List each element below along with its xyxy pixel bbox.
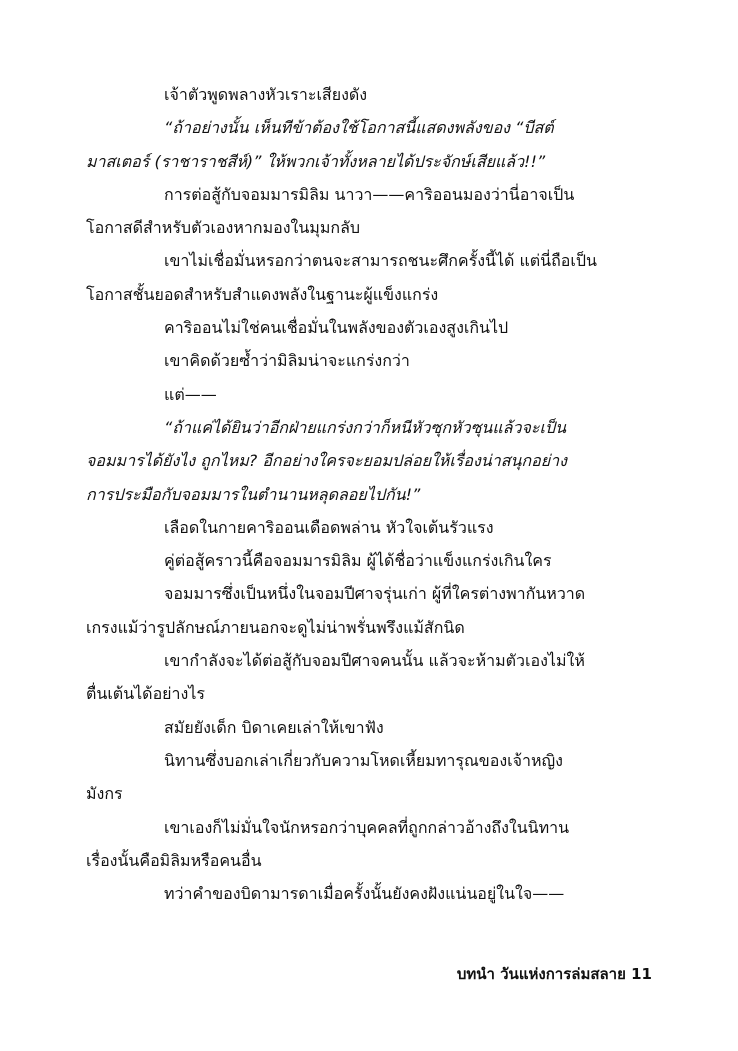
paragraph-line: ตื่นเต้นได้อย่างไร — [86, 684, 205, 704]
paragraph-line: นิทานซึ่งบอกเล่าเกี่ยวกับความโหดเหี้ยมทารุณของเจ้าหญิง — [164, 750, 563, 770]
paragraph-line: เจ้าตัวพูดพลางหัวเราะเสียงดัง — [164, 85, 368, 104]
paragraph-line: เขาไม่เชื่อมั่นหรอกว่าตนจะสามารถชนะศึกครั้งนี้ได้ แต่นี่ถือเป็น — [164, 251, 597, 271]
paragraph-line: แต่—— — [164, 384, 217, 404]
dialogue-line: การประมือกับจอมมารในตำนานหลุดลอยไปกัน!” — [86, 484, 421, 504]
paragraph-line: การต่อสู้กับจอมมารมิลิม นาวา——คาริออนมองว่านี่อาจเป็น — [164, 184, 575, 204]
paragraph-line: เรื่องนั้นคือมิลิมหรือคนอื่น — [86, 850, 262, 870]
paragraph-line: เขากำลังจะได้ต่อสู้กับจอมปีศาจคนนั้น แล้วจะห้ามตัวเองไม่ให้ — [164, 651, 585, 671]
paragraph-line: คาริออนไม่ใช่คนเชื่อมั่นในพลังของตัวเองสูงเกินไป — [164, 318, 509, 338]
paragraph-line: โอกาสดีสำหรับตัวเองหากมองในมุมกลับ — [86, 218, 361, 238]
paragraph-line: คู่ต่อสู้คราวนี้คือจอมมารมิลิม ผู้ได้ชื่อว่าแข็งแกร่งเกินใคร — [164, 551, 552, 571]
dialogue-line: “ถ้าแค่ได้ยินว่าอีกฝ่ายแกร่งกว่าก็หนีหัวซุกหัวซุนแล้วจะเป็น — [164, 417, 566, 437]
running-footer: บทนำ วันแห่งการล่มสลาย 11 — [456, 965, 652, 983]
dialogue-line: จอมมารได้ยังไง ถูกไหม? อีกอย่างใครจะยอมปล่อยให้เรื่องน่าสนุกอย่าง — [86, 451, 567, 471]
dialogue-line: “ถ้าอย่างนั้น เห็นทีข้าต้องใช้โอกาสนี้แสดงพลังของ “บีสต์ — [164, 118, 554, 138]
paragraph-line: เกรงแม้ว่ารูปลักษณ์ภายนอกจะดูไม่น่าพรั่นพรึงแม้สักนิด — [86, 617, 465, 637]
paragraph-line: มังกร — [86, 784, 123, 804]
paragraph-line: สมัยยังเด็ก บิดาเคยเล่าให้เขาฟัง — [164, 717, 384, 737]
body-text — [86, 78, 652, 910]
paragraph-line: ทว่าคำของบิดามารดาเมื่อครั้งนั้นยังคงฝังแน่นอยู่ในใจ—— — [164, 884, 565, 904]
paragraph-line: จอมมารซึ่งเป็นหนึ่งในจอมปีศาจรุ่นเก่า ผู้ที่ใครต่างพากันหวาด — [164, 584, 586, 604]
paragraph-line: เขาคิดด้วยซ้ำว่ามิลิมน่าจะแกร่งกว่า — [164, 351, 410, 371]
paragraph-line: เขาเองก็ไม่มั่นใจนักหรอกว่าบุคคลที่ถูกกล่าวอ้างถึงในนิทาน — [164, 817, 570, 837]
paragraph-line: เลือดในกายคาริออนเดือดพล่าน หัวใจเต้นรัวแรง — [164, 517, 494, 537]
paragraph-line: โอกาสชั้นยอดสำหรับสำแดงพลังในฐานะผู้แข็งแกร่ง — [86, 284, 439, 304]
dialogue-line: มาสเตอร์ (ราชาราชสีห์)” ให้พวกเจ้าทั้งหลายได้ประจักษ์เสียแล้ว!!” — [86, 151, 546, 171]
